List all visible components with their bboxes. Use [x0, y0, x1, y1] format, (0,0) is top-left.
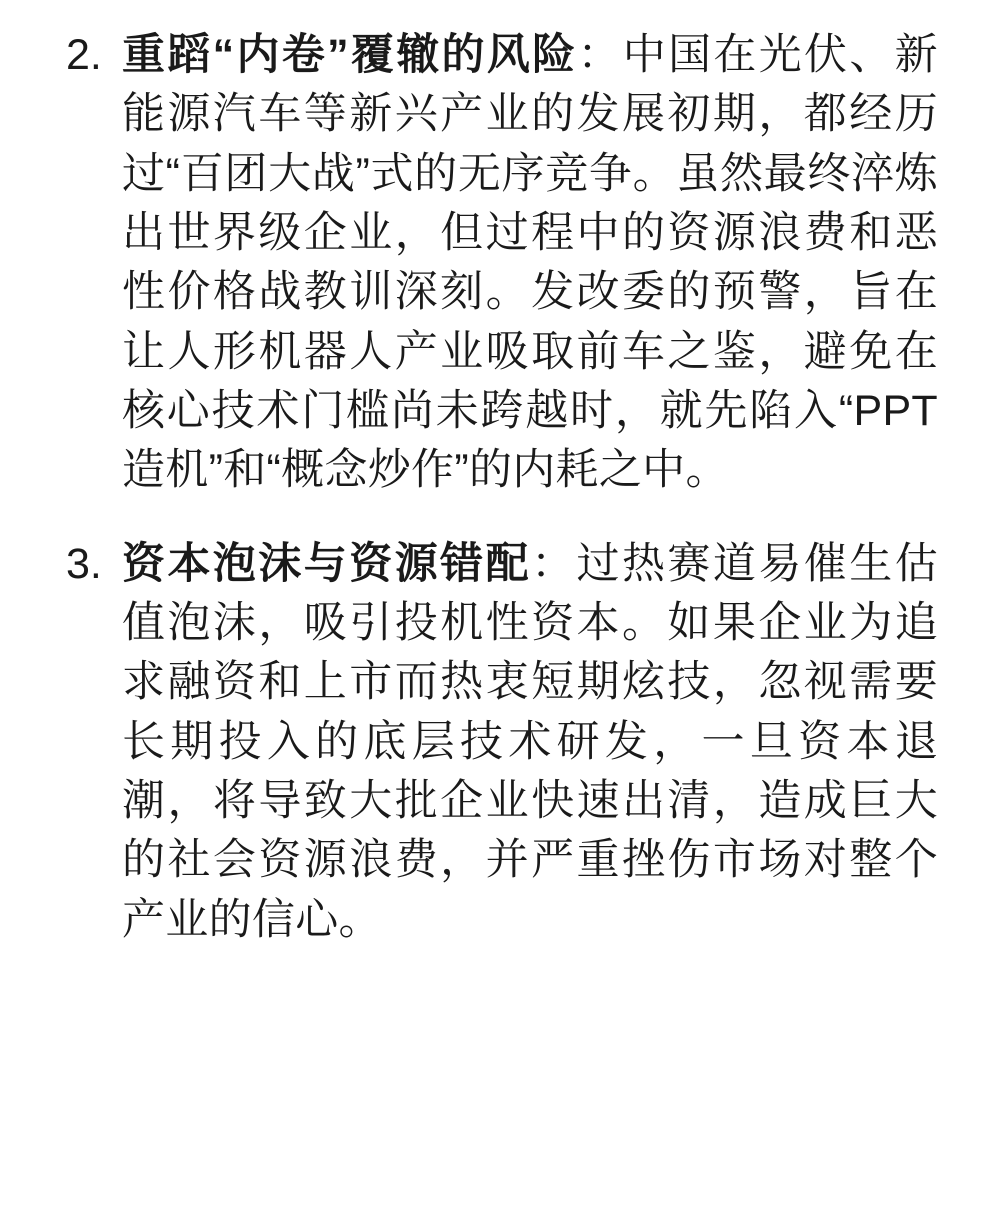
list-item-heading: 资本泡沫与资源错配	[122, 539, 532, 588]
list-item-separator: ：	[577, 31, 623, 79]
list-item-marker: 3.	[66, 539, 102, 588]
list-item	[58, 535, 938, 950]
list-item-marker: 2.	[66, 31, 102, 79]
list-item-content	[122, 535, 938, 950]
numbered-list	[58, 26, 938, 950]
list-item-heading: 重蹈“内卷”覆辙的风险	[122, 31, 578, 79]
list-item-body: 过热赛道易催生估值泡沫，吸引投机性资本。如果企业为追求融资和上市而热衷短期炫技，忽视需要长期投入的底层技术研发，一旦资本退潮，将导致大批企业快速出清，造成巨大的社会资源浪费，并严重挫伤市场对整个产业的信心。	[122, 539, 938, 944]
list-item-body: 中国在光伏、新能源汽车等新兴产业的发展初期，都经历过“百团大战”式的无序竞争。虽然最终淬炼出世界级企业，但过程中的资源浪费和恶性价格战教训深刻。发改委的预警，旨在让人形机器人产业吸取前车之鉴，避免在核心技术门槛尚未跨越时，就先陷入“PPT造机”和“概念炒作”的内耗之中。	[122, 31, 938, 495]
list-item-separator: ：	[531, 539, 577, 588]
list-item-content	[122, 26, 938, 501]
list-item	[58, 26, 938, 501]
